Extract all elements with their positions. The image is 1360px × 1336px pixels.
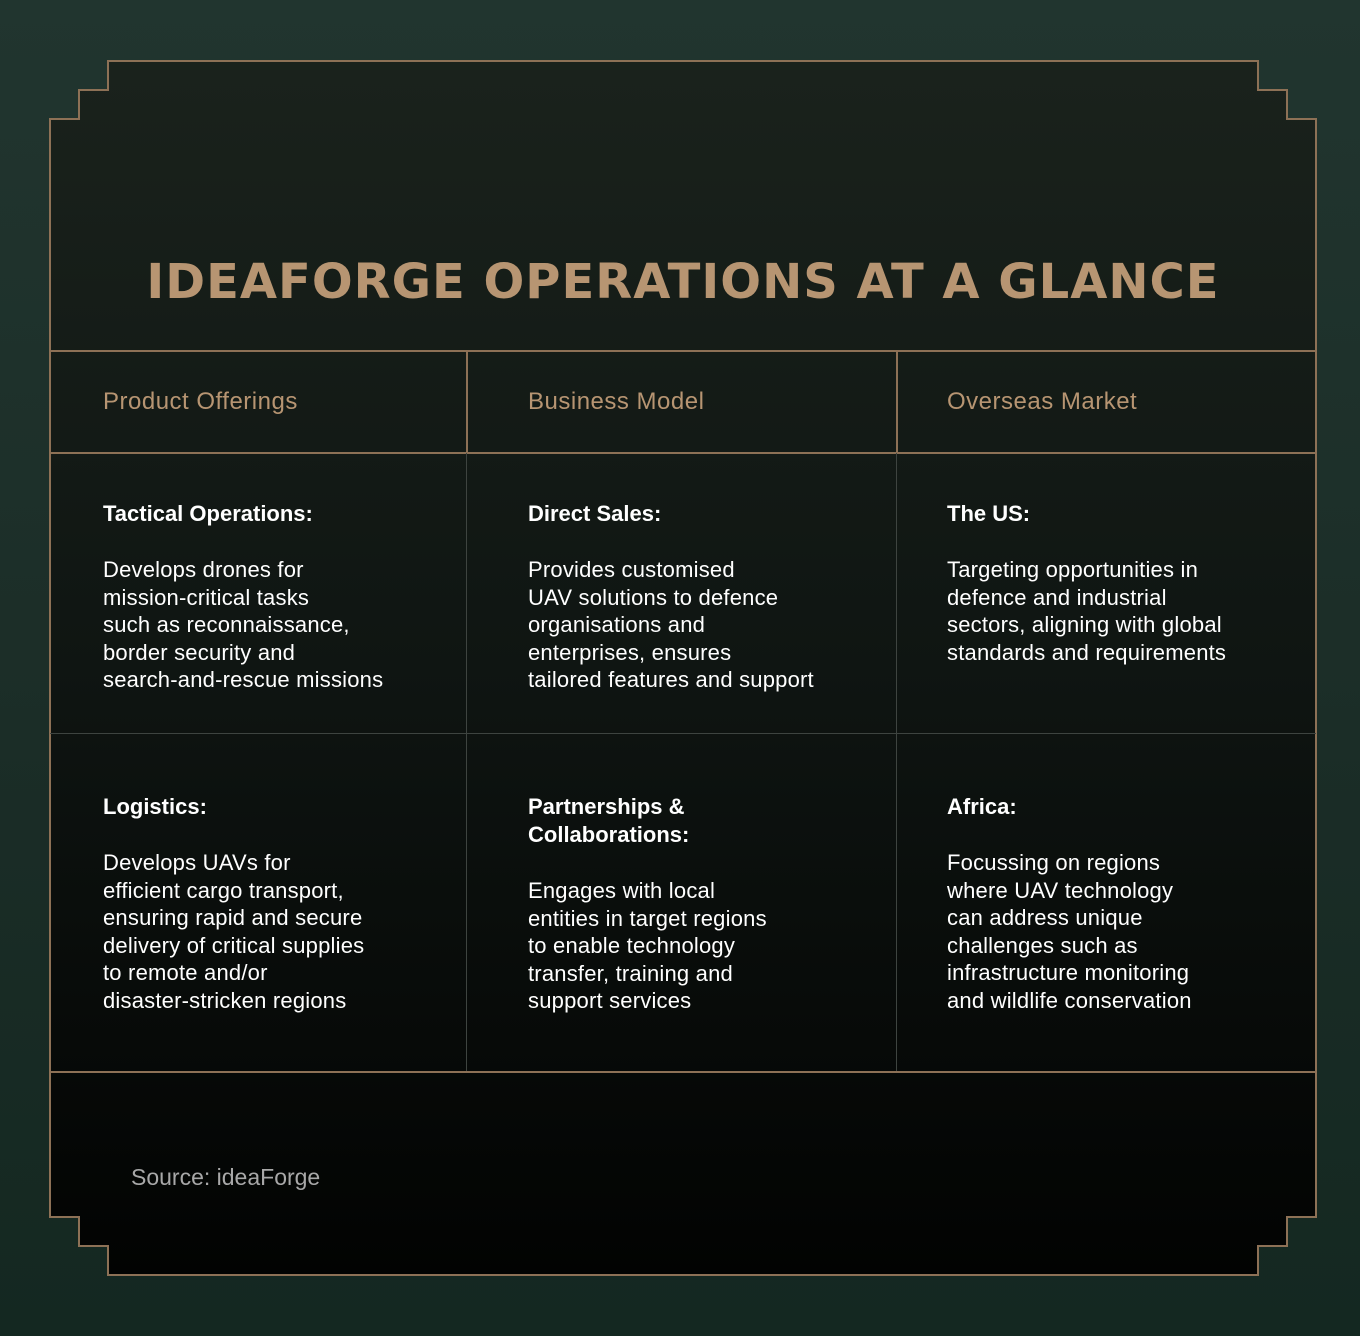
cell-tactical-operations <box>103 500 443 694</box>
cell-the-us <box>947 500 1287 666</box>
table-bottom-divider <box>50 1071 1316 1073</box>
body-column-divider-1 <box>466 453 467 1071</box>
cell-body: Targeting opportunities in defence and industrial sectors, aligning with global standards and requirements <box>947 557 1227 665</box>
cell-direct-sales <box>528 500 868 694</box>
column-header-overseas-market: Overseas Market <box>947 388 1138 415</box>
header-bottom-divider <box>50 452 1316 454</box>
header-top-divider <box>50 350 1316 352</box>
cell-partnerships <box>528 793 868 1015</box>
cell-heading: Africa: <box>947 794 1017 819</box>
cell-body: Develops drones for mission-critical tasks such as reconnaissance, border security and search-and-rescue missions <box>103 557 384 693</box>
cell-body: Engages with local entities in target regions to enable technology transfer, training and support services <box>528 878 767 1014</box>
cell-heading: The US: <box>947 501 1031 526</box>
header-column-divider-2 <box>896 350 898 453</box>
cell-heading: Partnerships & Collaborations: <box>528 794 690 847</box>
cell-heading: Logistics: <box>103 794 207 819</box>
row-divider <box>50 733 1316 734</box>
cell-body: Develops UAVs for efficient cargo transport, ensuring rapid and secure delivery of critical supplies to remote and/or disaster-stricken regions <box>103 850 365 1013</box>
cell-heading: Tactical Operations: <box>103 501 313 526</box>
cell-logistics <box>103 793 443 1015</box>
body-column-divider-2 <box>896 453 897 1071</box>
column-header-product-offerings: Product Offerings <box>103 388 298 415</box>
cell-heading: Direct Sales: <box>528 501 662 526</box>
header-column-divider-1 <box>466 350 468 453</box>
source-note: Source: ideaForge <box>131 1164 321 1190</box>
cell-body: Focussing on regions where UAV technology can address unique challenges such as infrastructure monitoring and wildlife conservation <box>947 850 1192 1013</box>
cell-body: Provides customised UAV solutions to defence organisations and enterprises, ensures tailored features and support <box>528 557 814 693</box>
page-title: IDEAFORGE OPERATIONS AT A GLANCE <box>146 254 1220 310</box>
column-header-business-model: Business Model <box>528 388 705 415</box>
cell-africa <box>947 793 1287 1015</box>
